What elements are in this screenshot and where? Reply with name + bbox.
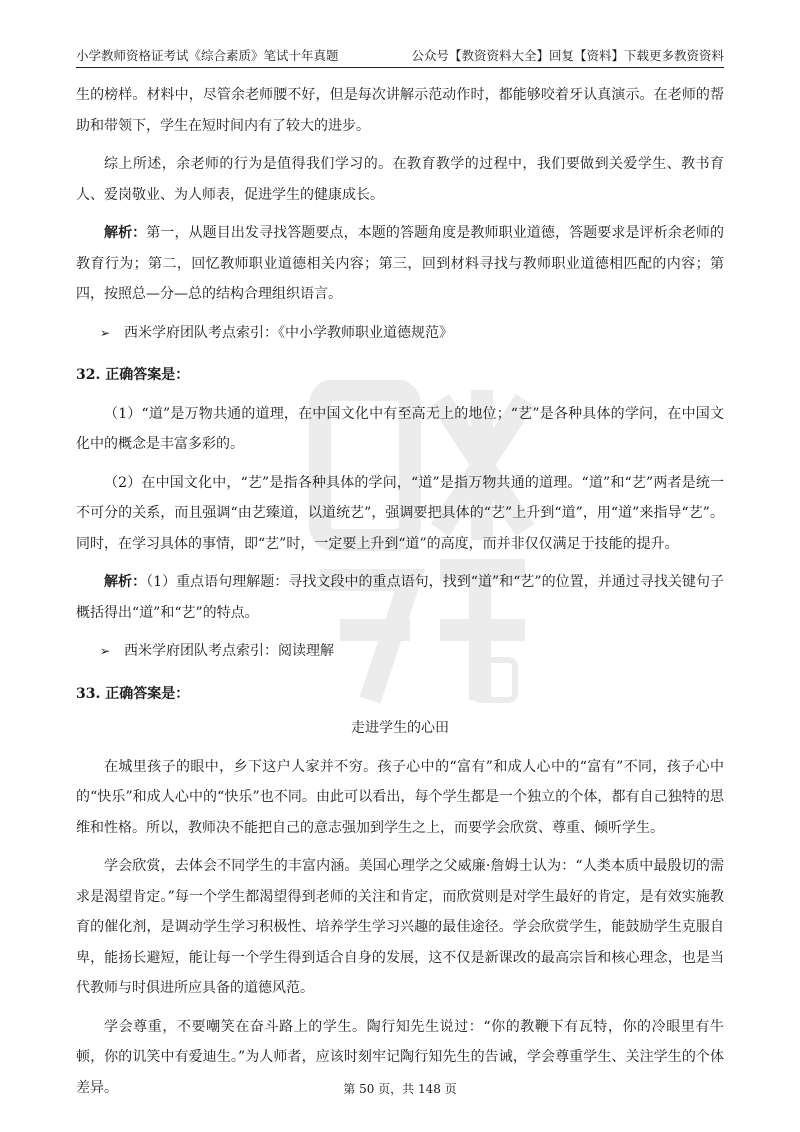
analysis-text: 第一，从题目出发寻找答题要点，本题的答题角度是教师职业道德，答题要求是评析余老师的教育行为；第二，回忆教师职业道德相关内容；第三，回到材料寻找与教师职业道德相匹配的内容；第四，按照总—分—总的结构合理组织语言。	[76, 225, 724, 302]
analysis-paragraph	[76, 567, 724, 628]
question-33-heading: 33. 正确答案是：	[76, 685, 190, 702]
essay-title: 走进学生的心田	[351, 720, 449, 736]
analysis-paragraph	[76, 218, 724, 310]
paragraph: 学会尊重，不要嘲笑在奋斗路上的学生。陶行知先生说过：“你的教鞭下有瓦特，你的冷眼里有牛顿，你的讥笑中有爱迪生。”为人师者，应该时刻牢记陶行知先生的告诫，学会尊重学生、关注学生的个体差异。	[76, 1018, 724, 1096]
question-32-heading: 32. 正确答案是：	[76, 367, 190, 383]
analysis-label: 解析：	[104, 574, 147, 590]
paragraph: 在城里孩子的眼中，乡下这户人家并不穷。孩子心中的“富有”和成人心中的“富有”不同，孩子心中的“快乐”和成人心中的“快乐”也不同。由此可以看出，每个学生都是一个独立的个体，都有自己独特的思维和性格。所以，教师决不能把自己的意志强加到学生之上，而要学会欣赏、尊重、倾听学生。	[76, 758, 724, 836]
paragraph: 生的榜样。材料中，尽管余老师腰不好，但是每次讲解示范动作时，都能够咬着牙认真演示。在老师的帮助和带领下，学生在短时间内有了较大的进步。	[76, 87, 724, 134]
bullet-text: 西米学府团队考点索引：阅读理解	[124, 643, 334, 659]
paragraph: 综上所述，余老师的行为是值得我们学习的。在教育教学的过程中，我们要做到关爱学生、教书育人、爱岗敬业、为人师表，促进学生的健康成长。	[76, 156, 724, 203]
exam-point-bullet	[76, 636, 724, 667]
page-footer: 第 50 页，共 148 页	[343, 1082, 457, 1096]
analysis-label: 解析：	[104, 225, 147, 241]
document-body	[76, 80, 724, 1103]
header-left-text: 小学教师资格证考试《综合素质》笔试十年真题	[76, 48, 339, 63]
page-header	[76, 34, 724, 68]
arrow-bullet-icon: ➢	[100, 644, 111, 658]
analysis-text: （1）重点语句理解题：寻找文段中的重点语句，找到“道”和“艺”的位置，并通过寻找关键句子概括得出“道”和“艺”的特点。	[76, 574, 725, 621]
paragraph: 学会欣赏，去体会不同学生的丰富内涵。美国心理学之父威廉·詹姆士认为：“人类本质中最殷切的需求是渴望肯定。”每一个学生都渴望得到老师的关注和肯定，而欣赏则是对学生最好的肯定，是有效实施教育的催化剂，是调动学生学习积极性、培养学生学习兴趣的最佳途径。学会欣赏学生，能鼓励学生克服自卑，能扬长避短，能让每一个学生得到适合自身的发展，这不仅是新课改的最高宗旨和核心理念，也是当代教师与时俱进所应具备的道德风范。	[76, 858, 724, 996]
bullet-text: 西米学府团队考点索引：《中小学教师职业道德规范》	[124, 324, 453, 341]
exam-point-bullet	[76, 318, 724, 349]
paragraph: （2）在中国文化中，“艺”是指各种具体的学问，“道”是指万物共通的道理。“道”和“艺”两者是统一不可分的关系，而且强调“由艺臻道，以道统艺”，强调要把具体的“艺”上升到“道”，用“道”来指导“艺”。同时，在学习具体的事情，即“艺”时，一定要上升到“道”的高度，而并非仅仅满足于技能的提升。	[76, 474, 724, 552]
paragraph: （1）“道”是万物共通的道理，在中国文化中有至高无上的地位；“艺”是各种具体的学问，在中国文化中的概念是丰富多彩的。	[76, 405, 724, 452]
header-right-text: 公众号【教资资料大全】回复【资料】下载更多教资资料	[411, 48, 724, 63]
arrow-bullet-icon: ➢	[100, 325, 111, 340]
